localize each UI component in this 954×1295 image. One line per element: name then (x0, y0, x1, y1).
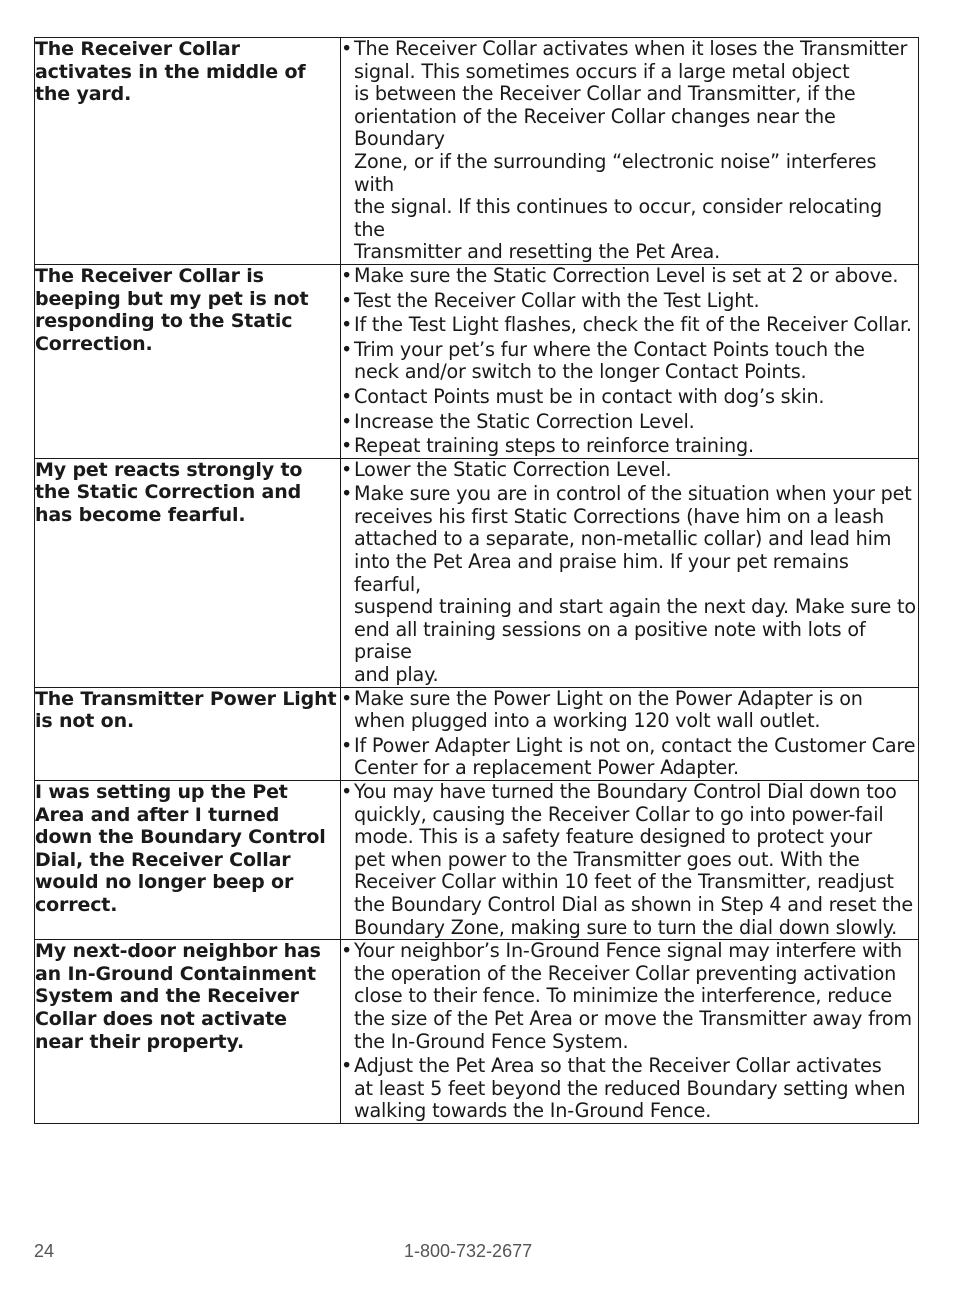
solution-line: the signal. If this continues to occur, consider relocating the (354, 195, 882, 241)
solution-line: pet when power to the Transmitter goes out. With the (354, 847, 860, 871)
solution-line: Make sure the Static Correction Level is set at 2 or above. (354, 263, 899, 287)
solution-item (341, 290, 918, 313)
solution-line: Receiver Collar within 10 feet of the Transmitter, readjust (354, 870, 894, 894)
solution-line: signal. This sometimes occurs if a large metal object (354, 59, 850, 83)
solution-cell (341, 940, 919, 1124)
solution-cell (341, 38, 919, 265)
bullet-icon: • (341, 409, 353, 433)
solution-line: at least 5 feet beyond the reduced Boundary setting when (354, 1076, 906, 1100)
solution-item (341, 314, 918, 337)
page-number: 24 (34, 1241, 55, 1261)
solution-cell (341, 264, 919, 458)
solution-line: the operation of the Receiver Collar preventing activation (354, 961, 897, 985)
solution-line: The Receiver Collar activates when it loses the Transmitter (354, 37, 908, 60)
bullet-icon: • (341, 733, 353, 757)
solution-item (341, 483, 918, 686)
troubleshooting-table (34, 37, 919, 1124)
solution-line: orientation of the Receiver Collar changes near the Boundary (354, 104, 836, 151)
solution-item (341, 735, 918, 780)
problem-cell: The Receiver Collar activates in the middle of the yard. (35, 38, 341, 265)
solution-line: close to their fence. To minimize the interference, reduce (354, 984, 892, 1008)
solution-item (341, 781, 918, 939)
problem-cell: I was setting up the Pet Area and after I turned down the Boundary Control Dial, the Receiver Collar would no longer beep or correct. (35, 781, 341, 940)
solution-cell (341, 781, 919, 940)
solution-item (341, 339, 918, 384)
solution-line: quickly, causing the Receiver Collar to go into power-fail (354, 802, 884, 826)
solution-line: Boundary Zone, making sure to turn the dial down slowly. (354, 915, 898, 939)
table-row (35, 687, 919, 780)
solution-item (341, 411, 918, 434)
solution-line: If the Test Light flashes, check the fit of the Receiver Collar. (354, 313, 912, 337)
solution-item (341, 435, 918, 458)
solution-line: Transmitter and resetting the Pet Area. (354, 240, 721, 264)
solution-line: attached to a separate, non-metallic collar) and lead him (354, 527, 892, 551)
solution-line: Zone, or if the surrounding “electronic noise” interferes with (354, 149, 877, 196)
solution-line: neck and/or switch to the longer Contact Points. (354, 360, 807, 384)
bullet-icon: • (341, 288, 353, 312)
solution-line: Make sure you are in control of the situation when your pet (354, 482, 912, 506)
bullet-icon: • (341, 313, 353, 337)
table-row (35, 940, 919, 1124)
solution-line: Trim your pet’s fur where the Contact Points touch the (354, 337, 865, 361)
solution-line: when plugged into a working 120 volt wall outlet. (354, 709, 821, 733)
bullet-icon: • (341, 686, 353, 710)
problem-cell: My pet reacts strongly to the Static Correction and has become fearful. (35, 458, 341, 687)
table-row (35, 264, 919, 458)
solution-line: and play. (354, 663, 439, 687)
solution-line: Test the Receiver Collar with the Test Light. (354, 288, 760, 312)
problem-cell: The Receiver Collar is beeping but my pet is not responding to the Static Correction. (35, 264, 341, 458)
troubleshooting-table-body (35, 38, 919, 1124)
solution-item (341, 265, 918, 288)
solution-line: Contact Points must be in contact with dog’s skin. (354, 384, 825, 408)
solution-item (341, 386, 918, 409)
solution-line: You may have turned the Boundary Control Dial down too (354, 780, 897, 803)
solution-line: Your neighbor’s In-Ground Fence signal may interfere with (354, 939, 902, 963)
solution-line: suspend training and start again the next day. Make sure to (354, 595, 916, 619)
solution-line: Make sure the Power Light on the Power Adapter is on (354, 686, 863, 710)
bullet-icon: • (341, 780, 353, 803)
solution-line: Adjust the Pet Area so that the Receiver Collar activates (354, 1054, 882, 1078)
table-row (35, 781, 919, 940)
table-row (35, 38, 919, 265)
solution-item (341, 459, 918, 482)
solution-line: walking towards the In-Ground Fence. (354, 1099, 712, 1123)
solution-line: the size of the Pet Area or move the Transmitter away from (354, 1006, 912, 1030)
solution-line: is between the Receiver Collar and Transmitter, if the (354, 82, 856, 106)
solution-item (341, 688, 918, 733)
solution-line: receives his first Static Corrections (have him on a leash (354, 504, 884, 528)
solution-line: end all training sessions on a positive note with lots of praise (354, 617, 866, 664)
bullet-icon: • (341, 1054, 353, 1078)
solution-line: the In-Ground Fence System. (354, 1029, 629, 1053)
solution-line: Lower the Static Correction Level. (354, 457, 672, 481)
solution-cell (341, 687, 919, 780)
solution-item (341, 940, 918, 1053)
bullet-icon: • (341, 939, 353, 963)
solution-item (341, 1055, 918, 1123)
solution-line: the Boundary Control Dial as shown in Step 4 and reset the (354, 892, 914, 916)
bullet-icon: • (341, 434, 353, 458)
solution-cell (341, 458, 919, 687)
problem-cell: The Transmitter Power Light is not on. (35, 687, 341, 780)
solution-line: into the Pet Area and praise him. If your pet remains fearful, (354, 550, 849, 596)
bullet-icon: • (341, 337, 353, 361)
bullet-icon: • (341, 457, 353, 481)
solution-item (341, 38, 918, 264)
solution-line: Center for a replacement Power Adapter. (354, 756, 739, 780)
problem-cell: My next-door neighbor has an In-Ground Containment System and the Receiver Collar does not activate near their property. (35, 940, 341, 1124)
phone-number: 1-800-732-2677 (404, 1241, 533, 1261)
solution-line: Repeat training steps to reinforce training. (354, 434, 754, 458)
bullet-icon: • (341, 263, 353, 287)
solution-line: If Power Adapter Light is not on, contact the Customer Care (354, 733, 916, 757)
table-row (35, 458, 919, 687)
bullet-icon: • (341, 482, 353, 506)
solution-line: mode. This is a safety feature designed to protect your (354, 825, 872, 849)
bullet-icon: • (341, 384, 353, 408)
bullet-icon: • (341, 37, 353, 60)
solution-line: Increase the Static Correction Level. (354, 409, 695, 433)
